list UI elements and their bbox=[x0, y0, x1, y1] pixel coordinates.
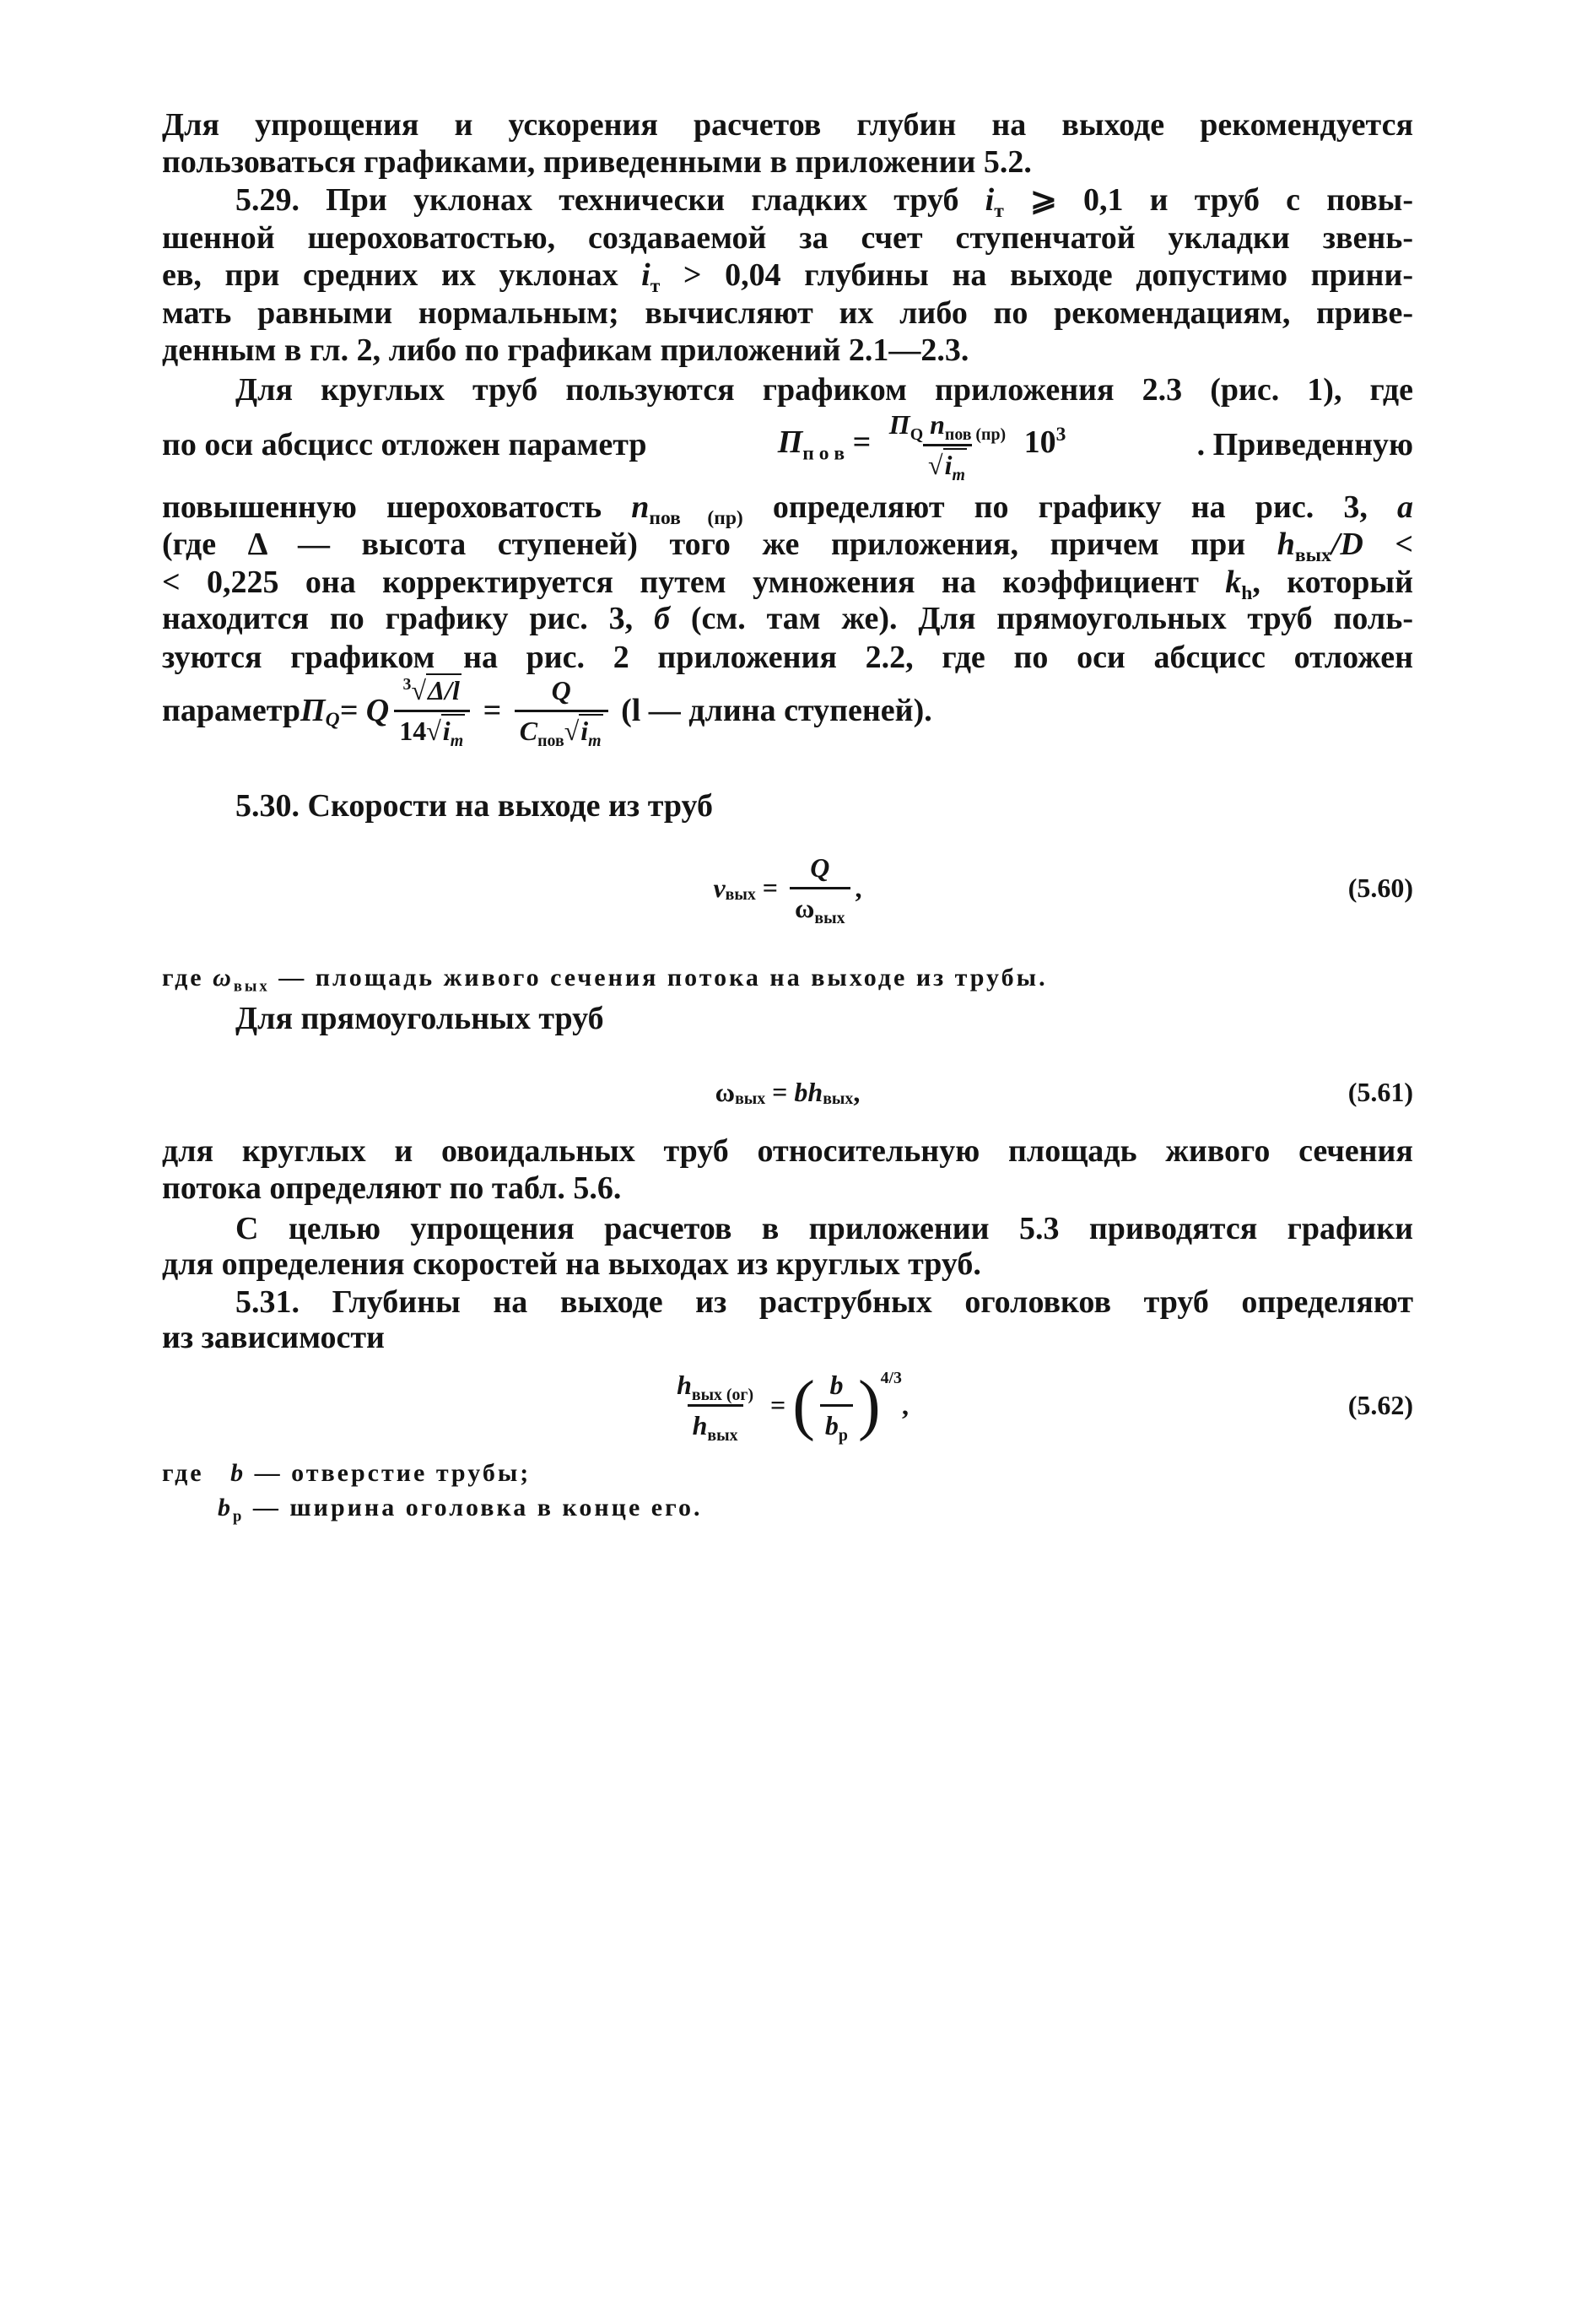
subscript: пов bbox=[537, 731, 564, 750]
fraction-1 bbox=[394, 675, 470, 750]
radicand bbox=[579, 714, 602, 750]
text-run: (см. там же). Для прямоугольных труб поль- bbox=[669, 601, 1413, 636]
text-line bbox=[162, 256, 1413, 298]
text-run: из зависимости bbox=[162, 1320, 385, 1355]
text-run: шенной шероховатостью, создаваемой за счет ступенчатой укладки звень- bbox=[162, 220, 1413, 256]
numerator: Q bbox=[551, 675, 571, 705]
text-line bbox=[162, 525, 1413, 567]
equals: = bbox=[475, 693, 510, 729]
text-run: 5.31. Глубины на выходе из раструбных оголовков труб определяют bbox=[235, 1284, 1413, 1320]
subscript: вых (ог) bbox=[691, 1386, 754, 1405]
sqrt-sign: √ bbox=[928, 449, 943, 480]
numerator bbox=[884, 409, 1011, 444]
text-run: — отверстие трубы; bbox=[246, 1459, 532, 1487]
text-line bbox=[235, 1209, 1413, 1248]
comma: , bbox=[853, 1076, 861, 1107]
numerator bbox=[398, 675, 467, 710]
text-line bbox=[235, 1283, 1413, 1321]
numerator bbox=[672, 1370, 758, 1404]
math-subscript: пов (пр) bbox=[649, 507, 743, 530]
text-run: денным в гл. 2, либо по графикам приложений 2.1—2.3. bbox=[162, 332, 969, 368]
denominator bbox=[820, 1404, 853, 1445]
text-run: < bbox=[1363, 527, 1413, 562]
equation-number: (5.61) bbox=[1347, 1076, 1413, 1107]
equals: = bbox=[845, 424, 879, 461]
numerator: b bbox=[829, 1370, 844, 1401]
subscript: пов (пр) bbox=[944, 424, 1007, 444]
denominator bbox=[790, 887, 850, 927]
math-symbol: k bbox=[1225, 565, 1242, 600]
symbol: П bbox=[300, 693, 326, 729]
math-symbol: /D bbox=[1331, 527, 1363, 562]
text-line bbox=[162, 331, 1413, 370]
symbol: h bbox=[807, 1076, 823, 1107]
fraction-2 bbox=[515, 675, 608, 750]
math-symbol: а bbox=[1397, 489, 1413, 525]
fraction-rhs bbox=[820, 1370, 853, 1445]
text-line bbox=[162, 105, 1413, 144]
formula-lead: параметр bbox=[162, 693, 301, 729]
text-line bbox=[162, 599, 1413, 638]
symbol: n bbox=[930, 409, 945, 440]
subscript: вых bbox=[814, 908, 845, 927]
symbol: i bbox=[944, 449, 953, 480]
symbol: v bbox=[713, 872, 726, 903]
symbol: П bbox=[777, 424, 803, 461]
text-line bbox=[162, 1318, 1413, 1357]
text-run: ев, при средних их уклонах bbox=[162, 257, 642, 293]
math-subscript: р bbox=[233, 1507, 245, 1526]
subscript: Q bbox=[325, 708, 340, 731]
symbol: b bbox=[824, 1410, 839, 1440]
text-run: , который bbox=[1252, 565, 1413, 600]
paren-left: ( bbox=[792, 1368, 815, 1442]
text-line bbox=[162, 219, 1413, 257]
symbol: h bbox=[677, 1370, 692, 1401]
subscript: вых bbox=[823, 1089, 854, 1109]
fraction bbox=[790, 852, 850, 927]
radicand: Δ/l bbox=[428, 675, 460, 705]
comma: , bbox=[855, 872, 862, 903]
math-symbol: b bbox=[218, 1494, 233, 1521]
text-run: Для упрощения и ускорения расчетов глубин на выходе рекомендуется bbox=[162, 107, 1413, 143]
text-run: пользоваться графиками, приведенными в приложении 5.2. bbox=[162, 144, 1032, 180]
denominator bbox=[394, 710, 470, 750]
text-run: < 0,225 она корректируется путем умножения на коэффициент bbox=[162, 565, 1226, 600]
math-symbol: б bbox=[654, 601, 670, 636]
symbol: ω bbox=[715, 1076, 736, 1107]
sqrt-sign: √ bbox=[426, 715, 441, 746]
exponent: 4/3 bbox=[880, 1368, 902, 1387]
paren-right: ) bbox=[857, 1368, 881, 1442]
symbol: ω bbox=[795, 892, 815, 923]
text-run: Для прямоугольных труб bbox=[235, 1001, 604, 1036]
math-subscript: вых bbox=[1294, 544, 1331, 567]
denominator bbox=[688, 1404, 743, 1445]
text-line bbox=[235, 786, 1413, 825]
math-subscript: т bbox=[994, 200, 1004, 223]
equation-5-61 bbox=[162, 1075, 1413, 1109]
text-line bbox=[162, 143, 1413, 181]
multiplier: 10 bbox=[1023, 424, 1056, 461]
math-symbol: i bbox=[985, 182, 995, 218]
denominator bbox=[923, 444, 972, 484]
text-line bbox=[162, 638, 1413, 677]
subscript: Q bbox=[910, 424, 924, 444]
numerator: Q bbox=[810, 852, 830, 883]
text-run: ⩾ 0,1 и труб с повы- bbox=[1003, 182, 1414, 218]
equation-5-60 bbox=[162, 852, 1413, 927]
math-symbol: n bbox=[631, 489, 650, 525]
text-line bbox=[162, 294, 1413, 332]
text-line bbox=[162, 1132, 1413, 1170]
equation-number: (5.60) bbox=[1347, 872, 1413, 903]
symbol: i bbox=[580, 715, 589, 746]
comma: , bbox=[901, 1390, 909, 1420]
text-line bbox=[162, 1454, 1413, 1493]
equals: = bbox=[765, 1076, 795, 1107]
subscript: р bbox=[838, 1425, 848, 1445]
subscript: п о в bbox=[802, 442, 845, 465]
formula-p-pov bbox=[777, 409, 1066, 484]
symbol: h bbox=[692, 1410, 708, 1440]
fraction-lhs bbox=[672, 1370, 758, 1445]
superscript: 3 bbox=[1055, 423, 1066, 446]
text-run: определяют по графику на рис. 3, bbox=[742, 489, 1397, 525]
root-sign: √ bbox=[411, 675, 426, 705]
text-run: мать равными нормальным; вычисляют их либо по рекомендациям, приве- bbox=[162, 295, 1413, 331]
math-symbol: b bbox=[230, 1459, 246, 1487]
text-run: — ширина оголовка в конце его. bbox=[244, 1494, 703, 1521]
radicand bbox=[441, 714, 465, 750]
text-run: где bbox=[162, 1459, 231, 1487]
symbol: i bbox=[442, 715, 451, 746]
text-line bbox=[235, 999, 1413, 1038]
math-symbol: h bbox=[1277, 527, 1295, 562]
math-subscript: т bbox=[650, 275, 661, 298]
root-index: 3 bbox=[402, 675, 412, 694]
text-line bbox=[235, 370, 1413, 409]
text-run: для круглых и овоидальных труб относительную площадь живого сечения bbox=[162, 1133, 1413, 1169]
text-line bbox=[162, 959, 1413, 997]
equals: = bbox=[764, 1390, 793, 1420]
formula-lead: по оси абсцисс отложен параметр bbox=[162, 427, 647, 463]
math-subscript: h bbox=[1241, 582, 1253, 605]
equation-5-62 bbox=[162, 1367, 1413, 1444]
text-run: > 0,04 глубины на выходе допустимо прини- bbox=[660, 257, 1413, 293]
text-line bbox=[162, 1169, 1413, 1208]
symbol: b bbox=[794, 1076, 808, 1107]
subscript: т bbox=[450, 731, 464, 750]
text-run: где bbox=[162, 964, 213, 992]
symbol: П bbox=[888, 409, 910, 440]
text-run: С целью упрощения расчетов в приложении 5.3 приводятся графики bbox=[235, 1211, 1413, 1246]
subscript: т bbox=[952, 465, 965, 484]
formula-line-p-pov bbox=[162, 409, 1413, 484]
formula-tail: (l — длина ступеней). bbox=[613, 693, 932, 729]
formula-tail: . Приведенную bbox=[1196, 427, 1413, 463]
equals: = bbox=[755, 872, 785, 903]
math-symbol: ω bbox=[213, 964, 234, 992]
text-line bbox=[162, 1245, 1413, 1284]
equals-q: = Q bbox=[339, 693, 390, 729]
subscript: вых bbox=[725, 885, 756, 905]
equation-number: (5.62) bbox=[1347, 1390, 1413, 1420]
text-run: потока определяют по табл. 5.6. bbox=[162, 1170, 622, 1206]
text-run: 5.30. Скорости на выходе из труб bbox=[235, 788, 713, 824]
denominator bbox=[515, 710, 608, 750]
math-subscript: вых bbox=[233, 977, 270, 996]
text-line bbox=[218, 1489, 1469, 1527]
text-run: Для круглых труб пользуются графиком приложения 2.3 (рис. 1), где bbox=[235, 372, 1413, 408]
text-run: повышенную шероховатость bbox=[162, 489, 632, 525]
text-run: для определения скоростей на выходах из круглых труб. bbox=[162, 1246, 981, 1282]
text-run: зуются графиком на рис. 2 приложения 2.2, где по оси абсцисс отложен bbox=[162, 640, 1413, 675]
math-symbol: i bbox=[641, 257, 650, 293]
text-line bbox=[162, 488, 1413, 530]
symbol: C bbox=[519, 715, 538, 746]
sqrt-sign: √ bbox=[564, 715, 580, 746]
fraction bbox=[884, 409, 1011, 484]
text-line bbox=[235, 181, 1414, 223]
coefficient: 14 bbox=[399, 715, 427, 746]
text-run: 5.29. При уклонах технически гладких труб bbox=[235, 182, 985, 218]
subscript: вых bbox=[707, 1425, 738, 1445]
radicand bbox=[943, 448, 967, 484]
subscript: вых bbox=[735, 1089, 766, 1109]
text-run: находится по графику рис. 3, bbox=[162, 601, 655, 636]
formula-line-p-q bbox=[162, 675, 1413, 750]
subscript: т bbox=[588, 731, 602, 750]
text-run: (где Δ — высота ступеней) того же приложения, причем при bbox=[162, 527, 1277, 562]
text-line bbox=[162, 563, 1413, 605]
text-run: — площадь живого сечения потока на выходе из трубы. bbox=[269, 964, 1048, 992]
